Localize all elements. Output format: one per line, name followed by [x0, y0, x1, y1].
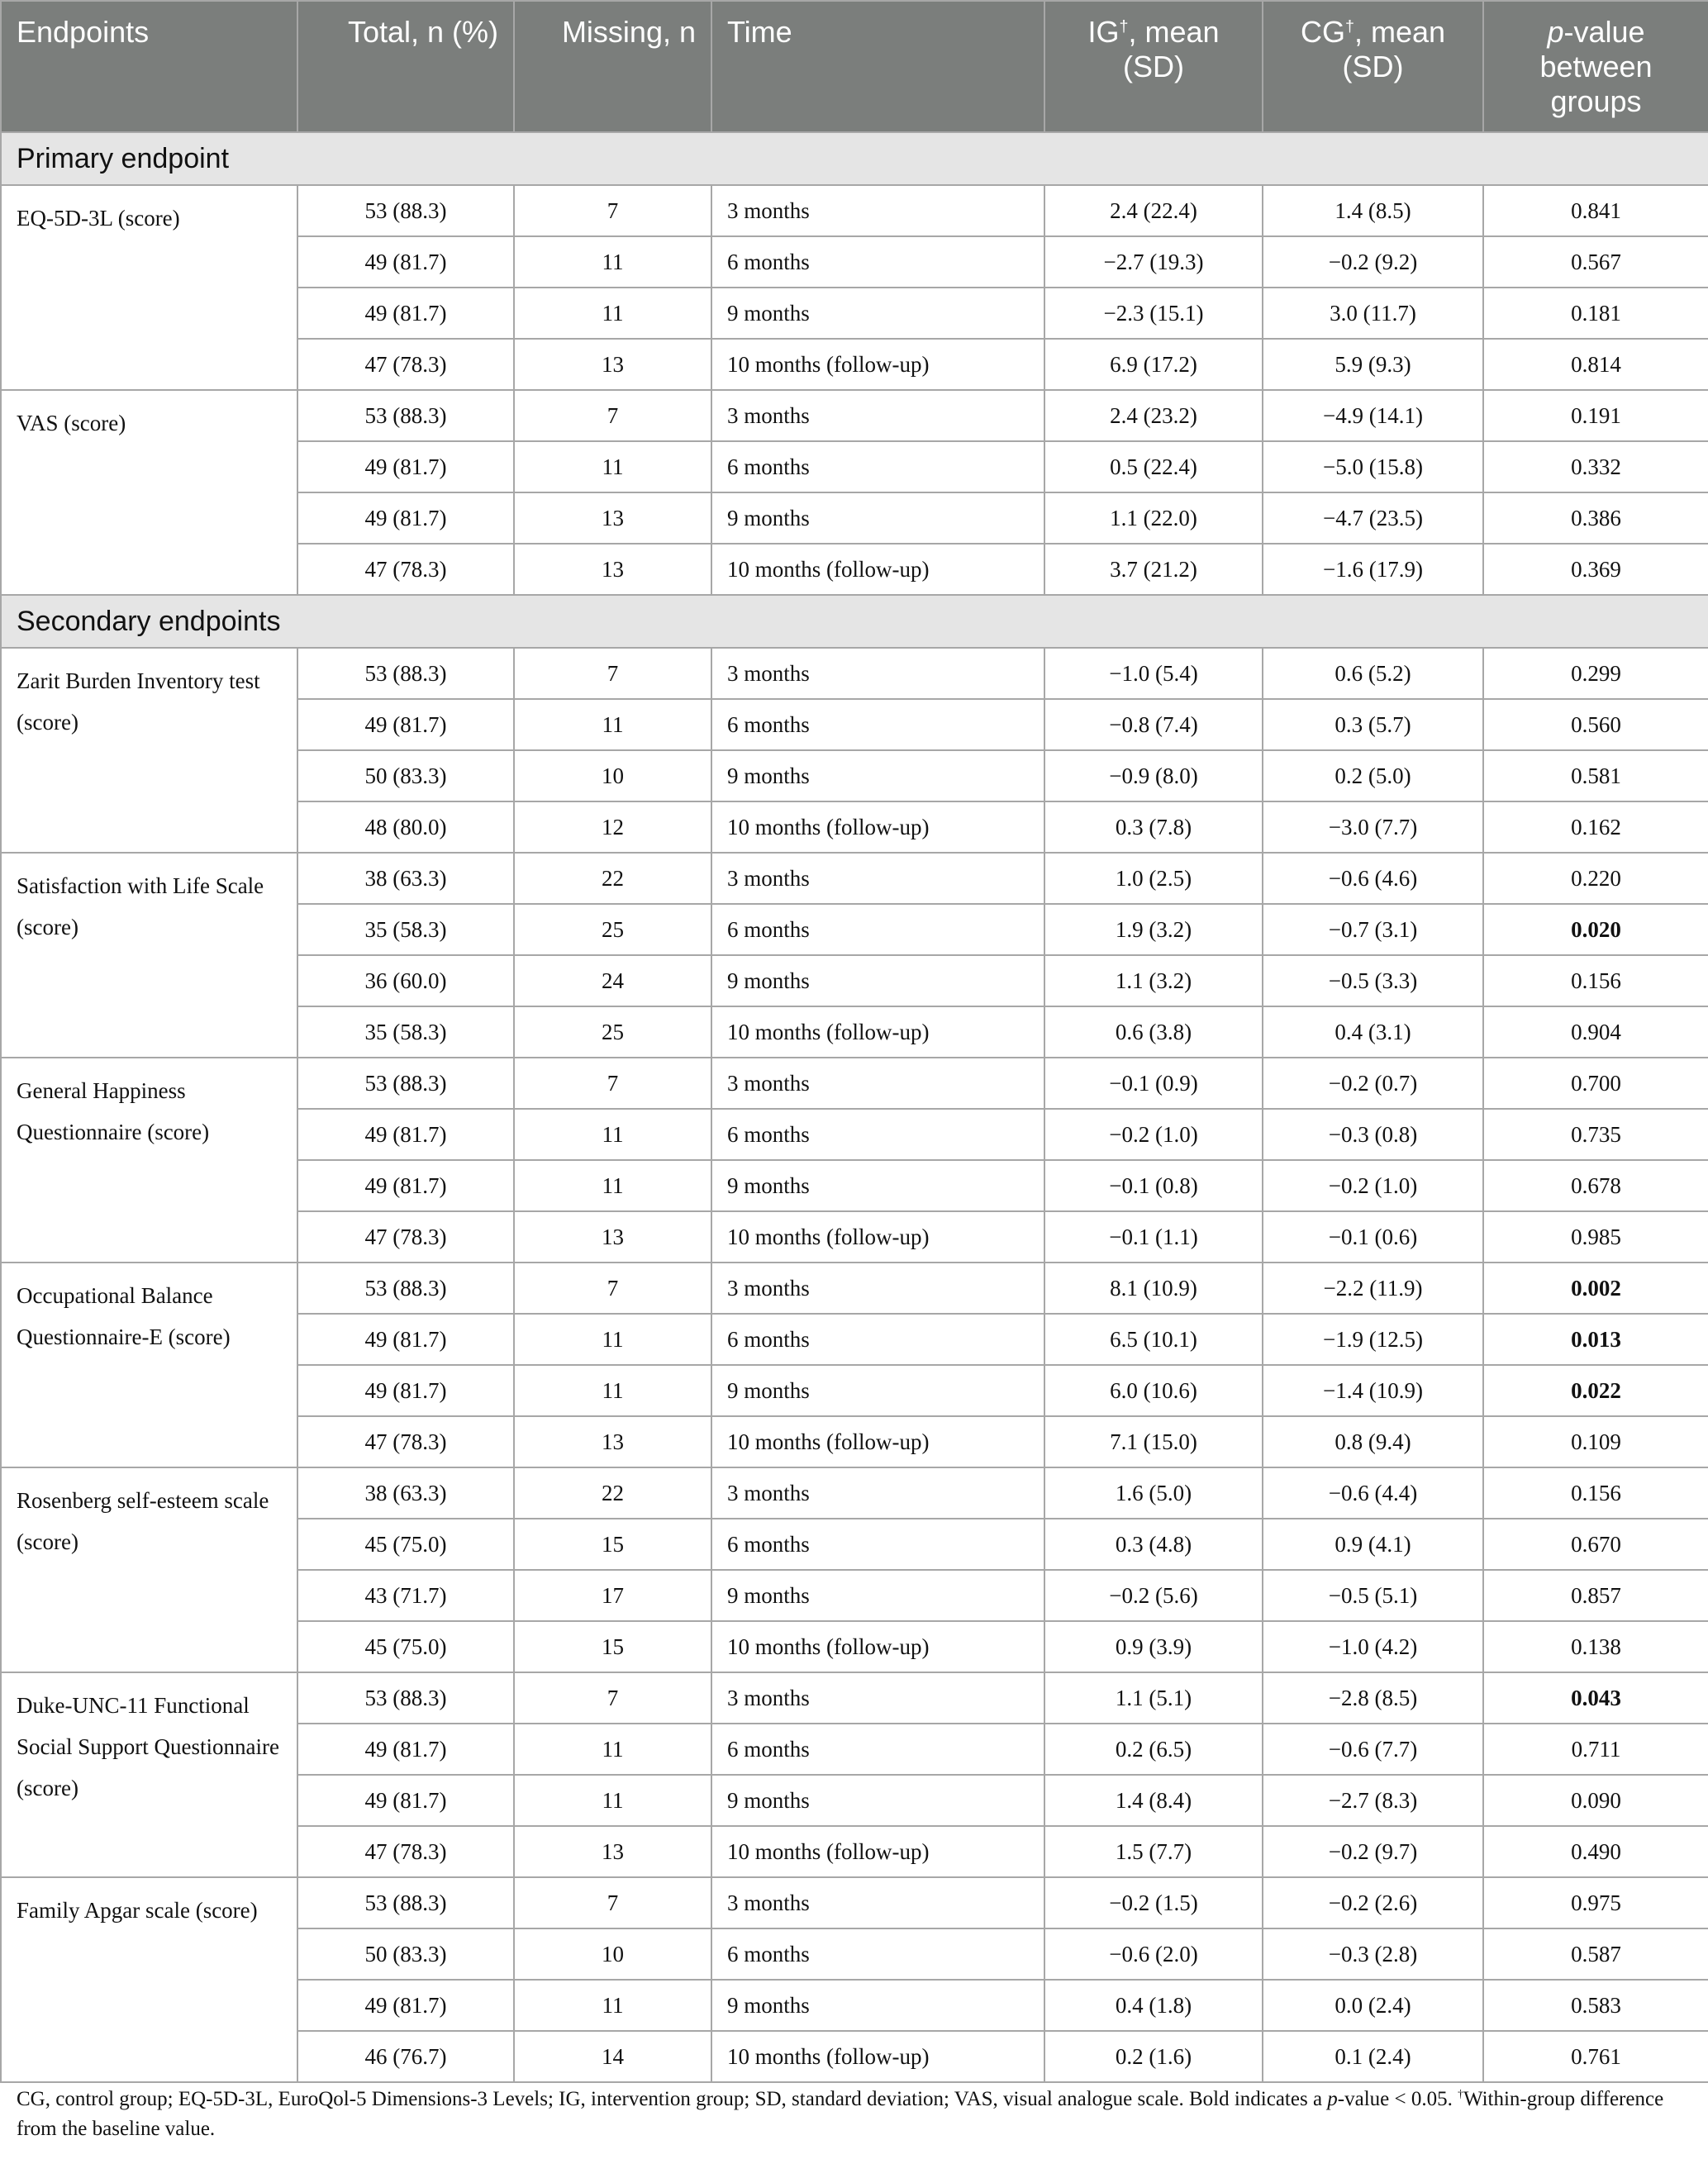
cell-time: 9 months	[711, 1775, 1044, 1826]
cell-total: 49 (81.7)	[297, 236, 514, 288]
cell-p-value: 0.138	[1483, 1621, 1708, 1672]
cell-time: 9 months	[711, 288, 1044, 339]
cell-ig-mean: −0.2 (5.6)	[1044, 1570, 1263, 1621]
cell-total: 43 (71.7)	[297, 1570, 514, 1621]
cell-cg-mean: −2.8 (8.5)	[1263, 1672, 1483, 1724]
cell-p-value: 0.857	[1483, 1570, 1708, 1621]
cell-p-value: 0.191	[1483, 390, 1708, 441]
cell-total: 35 (58.3)	[297, 1006, 514, 1058]
cell-p-value: 0.583	[1483, 1980, 1708, 2031]
cell-cg-mean: −1.4 (10.9)	[1263, 1365, 1483, 1416]
endpoint-name: Zarit Burden Inventory test (score)	[1, 648, 297, 853]
cell-cg-mean: −3.0 (7.7)	[1263, 801, 1483, 853]
cell-missing: 11	[514, 1365, 711, 1416]
cell-time: 3 months	[711, 1263, 1044, 1314]
cell-ig-mean: −0.8 (7.4)	[1044, 699, 1263, 750]
cell-cg-mean: −0.5 (3.3)	[1263, 955, 1483, 1006]
cell-cg-mean: −1.9 (12.5)	[1263, 1314, 1483, 1365]
cell-cg-mean: −0.3 (0.8)	[1263, 1109, 1483, 1160]
cell-cg-mean: −0.2 (2.6)	[1263, 1877, 1483, 1928]
cell-p-value: 0.156	[1483, 1467, 1708, 1519]
cell-total: 49 (81.7)	[297, 1775, 514, 1826]
cell-total: 45 (75.0)	[297, 1519, 514, 1570]
cell-missing: 11	[514, 1314, 711, 1365]
cell-time: 9 months	[711, 1365, 1044, 1416]
cell-ig-mean: 2.4 (22.4)	[1044, 185, 1263, 236]
cell-total: 53 (88.3)	[297, 648, 514, 699]
cell-missing: 12	[514, 801, 711, 853]
cell-ig-mean: −0.1 (1.1)	[1044, 1211, 1263, 1263]
cell-time: 6 months	[711, 1928, 1044, 1980]
cell-p-value: 0.020	[1483, 904, 1708, 955]
cell-total: 47 (78.3)	[297, 1826, 514, 1877]
cell-ig-mean: 0.6 (3.8)	[1044, 1006, 1263, 1058]
cell-missing: 13	[514, 492, 711, 544]
cell-time: 9 months	[711, 1570, 1044, 1621]
cell-missing: 10	[514, 750, 711, 801]
cell-missing: 7	[514, 1877, 711, 1928]
cell-missing: 24	[514, 955, 711, 1006]
cell-missing: 13	[514, 1211, 711, 1263]
cell-p-value: 0.156	[1483, 955, 1708, 1006]
cell-total: 49 (81.7)	[297, 699, 514, 750]
cell-time: 6 months	[711, 699, 1044, 750]
endpoint-name: Occupational Balance Questionnaire-E (score)	[1, 1263, 297, 1467]
cell-cg-mean: −4.7 (23.5)	[1263, 492, 1483, 544]
cell-p-value: 0.369	[1483, 544, 1708, 595]
cell-missing: 11	[514, 288, 711, 339]
cell-total: 49 (81.7)	[297, 1724, 514, 1775]
cell-missing: 7	[514, 1672, 711, 1724]
cell-cg-mean: 0.8 (9.4)	[1263, 1416, 1483, 1467]
cell-ig-mean: 0.3 (4.8)	[1044, 1519, 1263, 1570]
cell-ig-mean: 1.6 (5.0)	[1044, 1467, 1263, 1519]
cell-total: 47 (78.3)	[297, 544, 514, 595]
cell-time: 10 months (follow-up)	[711, 339, 1044, 390]
cell-cg-mean: −0.6 (4.6)	[1263, 853, 1483, 904]
endpoint-name: Rosenberg self-esteem scale (score)	[1, 1467, 297, 1672]
table-row	[1, 1467, 1708, 1519]
cell-cg-mean: −0.3 (2.8)	[1263, 1928, 1483, 1980]
cell-missing: 7	[514, 648, 711, 699]
cell-cg-mean: 0.1 (2.4)	[1263, 2031, 1483, 2082]
cell-ig-mean: 0.4 (1.8)	[1044, 1980, 1263, 2031]
cell-p-value: 0.002	[1483, 1263, 1708, 1314]
cell-total: 53 (88.3)	[297, 390, 514, 441]
cell-p-value: 0.090	[1483, 1775, 1708, 1826]
cell-missing: 25	[514, 904, 711, 955]
cell-ig-mean: 0.2 (1.6)	[1044, 2031, 1263, 2082]
cell-time: 10 months (follow-up)	[711, 1006, 1044, 1058]
cell-time: 10 months (follow-up)	[711, 544, 1044, 595]
cell-cg-mean: 0.0 (2.4)	[1263, 1980, 1483, 2031]
table-row	[1, 1263, 1708, 1314]
cell-ig-mean: 1.4 (8.4)	[1044, 1775, 1263, 1826]
cell-missing: 22	[514, 853, 711, 904]
cell-p-value: 0.560	[1483, 699, 1708, 750]
cell-ig-mean: 0.2 (6.5)	[1044, 1724, 1263, 1775]
cell-missing: 7	[514, 185, 711, 236]
cell-cg-mean: −0.2 (9.2)	[1263, 236, 1483, 288]
cell-missing: 22	[514, 1467, 711, 1519]
cell-cg-mean: −0.2 (1.0)	[1263, 1160, 1483, 1211]
cell-ig-mean: 6.0 (10.6)	[1044, 1365, 1263, 1416]
cell-cg-mean: 0.3 (5.7)	[1263, 699, 1483, 750]
endpoint-name: Satisfaction with Life Scale (score)	[1, 853, 297, 1058]
cell-cg-mean: −2.7 (8.3)	[1263, 1775, 1483, 1826]
cell-time: 3 months	[711, 185, 1044, 236]
cell-time: 10 months (follow-up)	[711, 1621, 1044, 1672]
cell-ig-mean: 7.1 (15.0)	[1044, 1416, 1263, 1467]
cell-cg-mean: −1.0 (4.2)	[1263, 1621, 1483, 1672]
cell-missing: 13	[514, 1416, 711, 1467]
endpoint-name: Duke-UNC-11 Functional Social Support Questionnaire (score)	[1, 1672, 297, 1877]
cell-missing: 11	[514, 1980, 711, 2031]
cell-missing: 13	[514, 339, 711, 390]
cell-time: 10 months (follow-up)	[711, 1416, 1044, 1467]
endpoint-name: VAS (score)	[1, 390, 297, 595]
table-row	[1, 185, 1708, 236]
cell-time: 6 months	[711, 1724, 1044, 1775]
cell-missing: 11	[514, 1109, 711, 1160]
cell-p-value: 0.975	[1483, 1877, 1708, 1928]
cell-ig-mean: 1.1 (22.0)	[1044, 492, 1263, 544]
cell-missing: 11	[514, 1160, 711, 1211]
cell-cg-mean: −0.6 (4.4)	[1263, 1467, 1483, 1519]
cell-time: 6 months	[711, 904, 1044, 955]
cell-p-value: 0.678	[1483, 1160, 1708, 1211]
cell-missing: 11	[514, 1775, 711, 1826]
cell-ig-mean: −2.7 (19.3)	[1044, 236, 1263, 288]
cell-missing: 11	[514, 441, 711, 492]
cell-cg-mean: 5.9 (9.3)	[1263, 339, 1483, 390]
cell-time: 9 months	[711, 750, 1044, 801]
cell-cg-mean: 3.0 (11.7)	[1263, 288, 1483, 339]
cell-p-value: 0.299	[1483, 648, 1708, 699]
cell-cg-mean: 1.4 (8.5)	[1263, 185, 1483, 236]
cell-cg-mean: −0.7 (3.1)	[1263, 904, 1483, 955]
cell-time: 9 months	[711, 492, 1044, 544]
cell-p-value: 0.181	[1483, 288, 1708, 339]
cell-ig-mean: 6.9 (17.2)	[1044, 339, 1263, 390]
header-cg: CG†, mean (SD)	[1263, 1, 1483, 132]
cell-ig-mean: 0.3 (7.8)	[1044, 801, 1263, 853]
table-footnote: CG, control group; EQ-5D-3L, EuroQol-5 Dimensions-3 Levels; IG, intervention group; SD, standard deviation; VAS, visual analogue scale. Bold indicates a p-value < 0.05. †Within-group difference from the baseline value.	[17, 2087, 1664, 2140]
cell-p-value: 0.700	[1483, 1058, 1708, 1109]
cell-p-value: 0.022	[1483, 1365, 1708, 1416]
cell-time: 10 months (follow-up)	[711, 801, 1044, 853]
cell-p-value: 0.735	[1483, 1109, 1708, 1160]
cell-ig-mean: 1.0 (2.5)	[1044, 853, 1263, 904]
section-row	[1, 132, 1708, 185]
cell-total: 53 (88.3)	[297, 1058, 514, 1109]
cell-total: 49 (81.7)	[297, 1160, 514, 1211]
cell-ig-mean: −0.2 (1.0)	[1044, 1109, 1263, 1160]
cell-ig-mean: 6.5 (10.1)	[1044, 1314, 1263, 1365]
cell-total: 49 (81.7)	[297, 1314, 514, 1365]
cell-p-value: 0.162	[1483, 801, 1708, 853]
cell-cg-mean: 0.6 (5.2)	[1263, 648, 1483, 699]
cell-cg-mean: −0.5 (5.1)	[1263, 1570, 1483, 1621]
table-row	[1, 1058, 1708, 1109]
cell-missing: 7	[514, 390, 711, 441]
cell-total: 36 (60.0)	[297, 955, 514, 1006]
table-row	[1, 390, 1708, 441]
cell-time: 10 months (follow-up)	[711, 1211, 1044, 1263]
cell-ig-mean: −0.2 (1.5)	[1044, 1877, 1263, 1928]
cell-ig-mean: 0.9 (3.9)	[1044, 1621, 1263, 1672]
cell-cg-mean: 0.9 (4.1)	[1263, 1519, 1483, 1570]
table-row	[1, 648, 1708, 699]
cell-ig-mean: −0.1 (0.9)	[1044, 1058, 1263, 1109]
cell-missing: 13	[514, 544, 711, 595]
cell-total: 53 (88.3)	[297, 1877, 514, 1928]
cell-total: 47 (78.3)	[297, 1416, 514, 1467]
cell-total: 35 (58.3)	[297, 904, 514, 955]
cell-total: 48 (80.0)	[297, 801, 514, 853]
cell-total: 46 (76.7)	[297, 2031, 514, 2082]
cell-cg-mean: −0.1 (0.6)	[1263, 1211, 1483, 1263]
cell-ig-mean: −2.3 (15.1)	[1044, 288, 1263, 339]
header-time: Time	[711, 1, 1044, 132]
cell-ig-mean: −0.1 (0.8)	[1044, 1160, 1263, 1211]
cell-cg-mean: −0.6 (7.7)	[1263, 1724, 1483, 1775]
cell-ig-mean: 1.1 (3.2)	[1044, 955, 1263, 1006]
table-body	[1, 132, 1708, 2082]
cell-p-value: 0.109	[1483, 1416, 1708, 1467]
cell-ig-mean: −0.9 (8.0)	[1044, 750, 1263, 801]
cell-time: 9 months	[711, 1160, 1044, 1211]
cell-p-value: 0.841	[1483, 185, 1708, 236]
cell-total: 50 (83.3)	[297, 750, 514, 801]
cell-missing: 14	[514, 2031, 711, 2082]
cell-total: 49 (81.7)	[297, 1980, 514, 2031]
cell-cg-mean: −4.9 (14.1)	[1263, 390, 1483, 441]
cell-ig-mean: 1.1 (5.1)	[1044, 1672, 1263, 1724]
cell-ig-mean: 3.7 (21.2)	[1044, 544, 1263, 595]
endpoint-name: Family Apgar scale (score)	[1, 1877, 297, 2082]
cell-cg-mean: −5.0 (15.8)	[1263, 441, 1483, 492]
cell-p-value: 0.332	[1483, 441, 1708, 492]
cell-total: 49 (81.7)	[297, 492, 514, 544]
cell-cg-mean: 0.4 (3.1)	[1263, 1006, 1483, 1058]
cell-ig-mean: −0.6 (2.0)	[1044, 1928, 1263, 1980]
header-ig: IG†, mean (SD)	[1044, 1, 1263, 132]
cell-time: 6 months	[711, 441, 1044, 492]
endpoint-name: EQ-5D-3L (score)	[1, 185, 297, 390]
cell-time: 3 months	[711, 1672, 1044, 1724]
endpoint-name: General Happiness Questionnaire (score)	[1, 1058, 297, 1263]
cell-missing: 17	[514, 1570, 711, 1621]
cell-ig-mean: 1.9 (3.2)	[1044, 904, 1263, 955]
cell-p-value: 0.567	[1483, 236, 1708, 288]
cell-cg-mean: −1.6 (17.9)	[1263, 544, 1483, 595]
cell-p-value: 0.581	[1483, 750, 1708, 801]
cell-total: 50 (83.3)	[297, 1928, 514, 1980]
cell-total: 49 (81.7)	[297, 288, 514, 339]
cell-cg-mean: −0.2 (9.7)	[1263, 1826, 1483, 1877]
header-total: Total, n (%)	[297, 1, 514, 132]
cell-missing: 11	[514, 236, 711, 288]
cell-p-value: 0.013	[1483, 1314, 1708, 1365]
cell-p-value: 0.587	[1483, 1928, 1708, 1980]
cell-ig-mean: 0.5 (22.4)	[1044, 441, 1263, 492]
cell-time: 6 months	[711, 1519, 1044, 1570]
cell-total: 49 (81.7)	[297, 1109, 514, 1160]
header-endpoints: Endpoints	[1, 1, 297, 132]
cell-missing: 7	[514, 1058, 711, 1109]
cell-time: 6 months	[711, 1109, 1044, 1160]
cell-missing: 11	[514, 1724, 711, 1775]
cell-total: 38 (63.3)	[297, 853, 514, 904]
cell-time: 3 months	[711, 1058, 1044, 1109]
cell-time: 3 months	[711, 390, 1044, 441]
cell-missing: 15	[514, 1621, 711, 1672]
header-missing: Missing, n	[514, 1, 711, 132]
cell-total: 38 (63.3)	[297, 1467, 514, 1519]
table-row	[1, 1672, 1708, 1724]
cell-cg-mean: 0.2 (5.0)	[1263, 750, 1483, 801]
cell-p-value: 0.043	[1483, 1672, 1708, 1724]
section-title: Primary endpoint	[1, 132, 1708, 185]
cell-p-value: 0.711	[1483, 1724, 1708, 1775]
cell-ig-mean: −1.0 (5.4)	[1044, 648, 1263, 699]
cell-p-value: 0.985	[1483, 1211, 1708, 1263]
cell-ig-mean: 1.5 (7.7)	[1044, 1826, 1263, 1877]
cell-missing: 11	[514, 699, 711, 750]
cell-time: 6 months	[711, 236, 1044, 288]
section-row	[1, 595, 1708, 648]
cell-missing: 13	[514, 1826, 711, 1877]
cell-time: 9 months	[711, 1980, 1044, 2031]
section-title: Secondary endpoints	[1, 595, 1708, 648]
cell-ig-mean: 2.4 (23.2)	[1044, 390, 1263, 441]
header-p-value: p-value between groups	[1483, 1, 1708, 132]
cell-p-value: 0.814	[1483, 339, 1708, 390]
cell-p-value: 0.490	[1483, 1826, 1708, 1877]
cell-cg-mean: −0.2 (0.7)	[1263, 1058, 1483, 1109]
cell-time: 10 months (follow-up)	[711, 1826, 1044, 1877]
cell-ig-mean: 8.1 (10.9)	[1044, 1263, 1263, 1314]
cell-total: 49 (81.7)	[297, 1365, 514, 1416]
cell-p-value: 0.386	[1483, 492, 1708, 544]
cell-total: 53 (88.3)	[297, 1263, 514, 1314]
cell-time: 10 months (follow-up)	[711, 2031, 1044, 2082]
cell-p-value: 0.904	[1483, 1006, 1708, 1058]
cell-p-value: 0.670	[1483, 1519, 1708, 1570]
cell-time: 6 months	[711, 1314, 1044, 1365]
table-header	[1, 1, 1708, 132]
cell-total: 47 (78.3)	[297, 339, 514, 390]
cell-time: 3 months	[711, 648, 1044, 699]
cell-missing: 7	[514, 1263, 711, 1314]
cell-total: 45 (75.0)	[297, 1621, 514, 1672]
table-row	[1, 1877, 1708, 1928]
cell-missing: 10	[514, 1928, 711, 1980]
cell-total: 53 (88.3)	[297, 185, 514, 236]
cell-total: 49 (81.7)	[297, 441, 514, 492]
cell-time: 3 months	[711, 1877, 1044, 1928]
cell-time: 3 months	[711, 1467, 1044, 1519]
table-row	[1, 853, 1708, 904]
cell-time: 9 months	[711, 955, 1044, 1006]
cell-missing: 25	[514, 1006, 711, 1058]
cell-p-value: 0.761	[1483, 2031, 1708, 2082]
cell-missing: 15	[514, 1519, 711, 1570]
cell-total: 53 (88.3)	[297, 1672, 514, 1724]
cell-total: 47 (78.3)	[297, 1211, 514, 1263]
cell-time: 3 months	[711, 853, 1044, 904]
cell-p-value: 0.220	[1483, 853, 1708, 904]
cell-cg-mean: −2.2 (11.9)	[1263, 1263, 1483, 1314]
